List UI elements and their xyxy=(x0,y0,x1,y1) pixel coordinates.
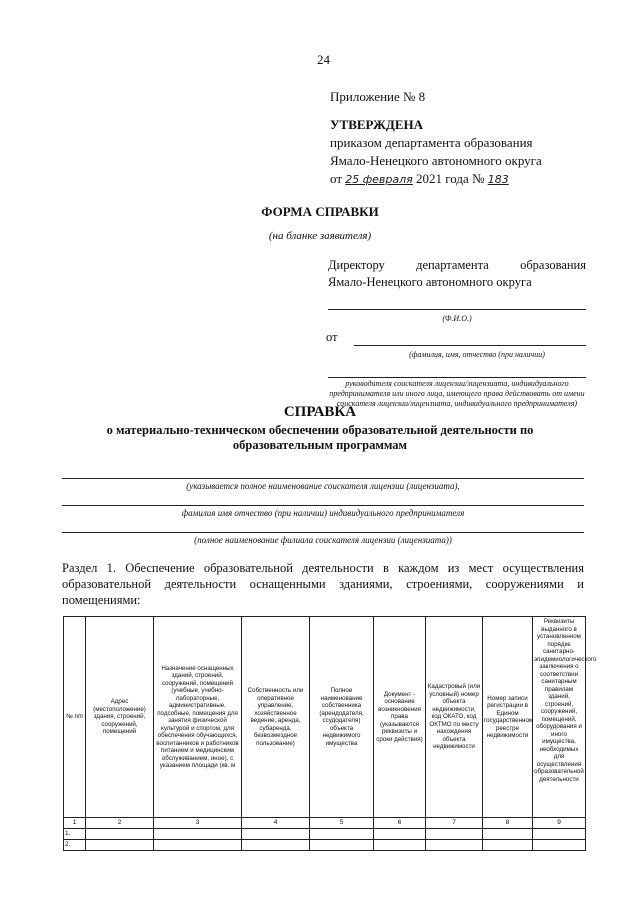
table-cell xyxy=(426,840,483,851)
header-cell: Собственность или оперативное управление, хозяйственное ведение, аренда, субаренда, безвозмездное пользование) xyxy=(242,617,310,818)
column-number-row xyxy=(64,818,586,829)
addressee-line-2: Ямало-Ненецкого автономного округа xyxy=(328,275,532,289)
table-cell xyxy=(483,840,533,851)
applicant-name-line xyxy=(62,478,584,479)
blank-note: (на бланке заявителя) xyxy=(268,230,372,242)
table-row xyxy=(64,829,586,840)
column-number: 5 xyxy=(310,818,374,829)
column-number: 3 xyxy=(154,818,242,829)
table-cell xyxy=(86,829,154,840)
column-number: 2 xyxy=(86,818,154,829)
table-cell xyxy=(483,829,533,840)
column-number: 1 xyxy=(64,818,86,829)
applicant-line xyxy=(328,363,586,378)
addressee-line-1 xyxy=(328,257,586,274)
column-number: 8 xyxy=(483,818,533,829)
addressee-block xyxy=(328,257,586,409)
table-cell xyxy=(242,829,310,840)
handwritten-date: 25 февраля xyxy=(345,173,413,186)
row-number: 1. xyxy=(64,829,86,840)
handwritten-number: 183 xyxy=(487,173,509,186)
header-cell: Документ - основание возникновения права (указываются реквизиты и сроки действия) xyxy=(374,617,426,818)
header-cell: Назначение оснащенных зданий, строений, сооружений, помещений (учебные, учебно-лабораторные, административные, подсобные, помещения для занятия физической культурой и спортом, для обеспечения обучающихся, воспитанников и работников питанием и медицинским обслуживанием, иное), с указанием площади (кв. м xyxy=(154,617,242,818)
table-cell xyxy=(533,829,586,840)
branch-line xyxy=(62,532,584,533)
table-cell xyxy=(154,829,242,840)
table-cell xyxy=(426,829,483,840)
header-cell: Полное наименование собственника (арендодателя, ссудодателя) объекта недвижимого имущества xyxy=(310,617,374,818)
order-line-1: приказом департамента образования xyxy=(330,135,533,150)
header-cell: № п/п xyxy=(64,617,86,818)
branch-caption: (полное наименование филиала соискателя лицензии (лицензиата)) xyxy=(194,535,452,545)
certificate-subtitle: о материально-техническом обеспечении образовательной деятельности по образовательным программам xyxy=(106,423,534,452)
appendix-title: Приложение № 8 xyxy=(330,89,426,104)
header-cell: Адрес (местоположение) здания, строений, сооружений, помещений xyxy=(86,617,154,818)
table-cell xyxy=(86,840,154,851)
form-title: ФОРМА СПРАВКИ xyxy=(261,204,379,219)
fio-line xyxy=(328,291,586,310)
certificate-title: СПРАВКА xyxy=(283,404,357,420)
table-cell xyxy=(154,840,242,851)
table-header-row xyxy=(64,617,586,818)
date-suffix: 2021 года № xyxy=(416,171,485,186)
entrepreneur-line xyxy=(62,505,584,506)
header-cell: Кадастровый (или условный) номер объекта недвижимости, код ОКАТО, код ОКТМО по месту нахождения объекта недвижимости xyxy=(426,617,483,818)
column-number: 6 xyxy=(374,818,426,829)
from-line xyxy=(354,332,586,346)
page-number: 24 xyxy=(317,52,330,67)
table-cell xyxy=(310,829,374,840)
table-cell xyxy=(310,840,374,851)
column-number: 4 xyxy=(242,818,310,829)
addressee-word-1: Директору xyxy=(328,258,385,272)
table-cell xyxy=(242,840,310,851)
date-prefix: от xyxy=(330,171,343,186)
entrepreneur-caption: фамилия имя отчество (при наличии) индивидуального предпринимателя xyxy=(181,508,465,518)
order-line-2: Ямало-Ненецкого автономного округа xyxy=(330,153,542,168)
fio-caption: (Ф.И.О.) xyxy=(442,314,472,323)
from-label: от xyxy=(326,330,338,344)
table-cell xyxy=(533,840,586,851)
addressee-word-3: образования xyxy=(520,258,586,272)
addressee-word-2: департамента xyxy=(416,258,489,272)
column-number: 7 xyxy=(426,818,483,829)
appendix-block xyxy=(330,88,542,189)
applicant-caption: руководителя соискателя лицензии/лицензиата, индивидуального предпринимателя или иного лица, имеющего права действовать от имени соискателя лицензии/лицензиата, индивидуального предпринимателя) xyxy=(329,379,585,408)
header-cell: Реквизиты выданного в установленном порядке санитарно-эпидемиологического заключения о соответствии санитарным правилам зданий, строений, сооружений, помещений, оборудования и иного имущества, необходимых для осуществления образовательной деятельности xyxy=(533,617,586,818)
from-caption: (фамилия, имя, отчество (при наличии) xyxy=(409,350,545,359)
order-date-line xyxy=(330,170,542,189)
row-number: 2. xyxy=(64,840,86,851)
approved-label: УТВЕРЖДЕНА xyxy=(330,117,424,132)
column-number: 9 xyxy=(533,818,586,829)
applicant-name-caption: (указывается полное наименование соискателя лицензии (лицензиата), xyxy=(186,481,460,491)
section-1-text: Раздел 1. Обеспечение образовательной деятельности в каждом из мест осуществления образовательной деятельности оснащенными зданиями, строениями, сооружениями и помещениями: xyxy=(62,561,584,607)
table-cell xyxy=(374,840,426,851)
premises-table xyxy=(63,616,597,851)
table-row xyxy=(64,840,586,851)
header-cell: Номер записи регистрации в Едином государственном реестре недвижимости xyxy=(483,617,533,818)
table-cell xyxy=(374,829,426,840)
